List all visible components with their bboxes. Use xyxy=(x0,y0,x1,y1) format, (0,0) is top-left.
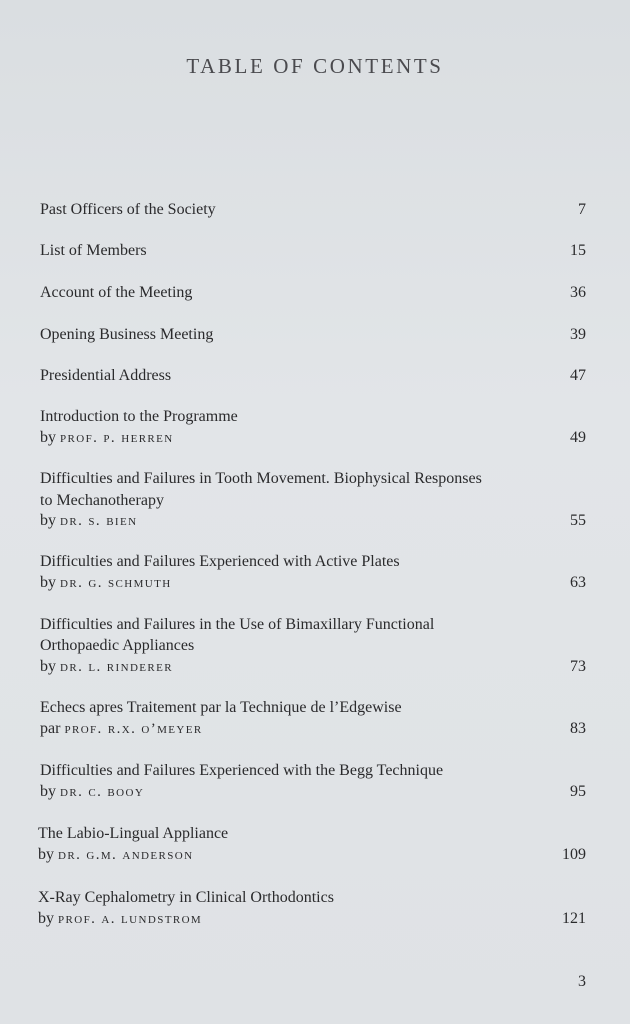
toc-entry-title: Account of the Meeting xyxy=(40,284,193,301)
byline-prefix: par xyxy=(40,720,61,737)
toc-entry-byline xyxy=(38,845,193,865)
page-title: TABLE OF CONTENTS xyxy=(186,54,444,78)
toc-entry-title: Orthopaedic Appliances xyxy=(40,637,195,654)
toc-entry-byline xyxy=(40,511,137,531)
toc-entry-title: Difficulties and Failures Experienced with Active Plates xyxy=(40,553,400,570)
toc-entry-title: Echecs apres Traitement par la Technique de l’Edgewise xyxy=(40,699,402,716)
toc-entry-title: X-Ray Cephalometry in Clinical Orthodontics xyxy=(38,889,334,906)
byline-prefix: by xyxy=(40,512,56,529)
author-name: dr. s. bien xyxy=(60,513,138,529)
byline-prefix: by xyxy=(38,910,54,927)
toc-entry-page: 55 xyxy=(570,512,586,529)
toc-entry-title: Presidential Address xyxy=(40,367,172,384)
toc-entry-title: Past Officers of the Society xyxy=(40,201,216,218)
byline-prefix: by xyxy=(38,846,54,863)
author-name: dr. g.m. anderson xyxy=(58,847,194,863)
byline-prefix: by xyxy=(40,783,56,800)
toc-entry-title: Difficulties and Failures Experienced with the Begg Technique xyxy=(40,762,444,779)
toc-entry-title: List of Members xyxy=(40,242,147,259)
toc-entry-page: 121 xyxy=(562,910,586,927)
toc-entry-byline xyxy=(40,782,144,802)
toc-entry-title: Difficulties and Failures in the Use of Bimaxillary Functional xyxy=(40,616,435,633)
toc-entry-title: to Mechanotherapy xyxy=(40,492,164,509)
author-name: prof. a. lundstrom xyxy=(58,911,203,927)
toc-entry-page: 83 xyxy=(570,720,586,737)
toc-entry-byline xyxy=(40,428,174,448)
toc-entry-page: 47 xyxy=(570,367,586,384)
byline-prefix: by xyxy=(40,574,56,591)
toc-entry-title: Introduction to the Programme xyxy=(40,408,238,425)
toc-entry-title: Difficulties and Failures in Tooth Movement. Biophysical Responses xyxy=(40,470,482,487)
toc-entry-page: 109 xyxy=(562,846,586,863)
toc-entry-title: The Labio-Lingual Appliance xyxy=(38,825,229,842)
author-name: prof. r.x. o’meyer xyxy=(64,721,203,737)
byline-prefix: by xyxy=(40,429,56,446)
toc-entry-byline xyxy=(40,573,172,593)
author-name: dr. l. rinderer xyxy=(60,659,173,675)
toc-entry-page: 63 xyxy=(570,574,586,591)
toc-entry-page: 95 xyxy=(570,783,586,800)
page-number: 3 xyxy=(578,973,586,990)
byline-prefix: by xyxy=(40,658,56,675)
toc-entry-byline xyxy=(40,719,203,739)
toc-entry-page: 7 xyxy=(578,201,586,218)
toc-entry-title: Opening Business Meeting xyxy=(40,326,214,343)
toc-entry-page: 36 xyxy=(570,284,586,301)
toc-entry-page: 73 xyxy=(570,658,586,675)
toc-entry-byline xyxy=(38,909,202,929)
toc-entry-page: 39 xyxy=(570,326,586,343)
toc-entry-page: 15 xyxy=(570,242,586,259)
toc-entry-page: 49 xyxy=(570,429,586,446)
author-name: prof. p. herren xyxy=(60,430,174,446)
author-name: dr. c. booy xyxy=(60,784,145,800)
toc-entry-byline xyxy=(40,657,173,677)
author-name: dr. g. schmuth xyxy=(60,575,172,591)
